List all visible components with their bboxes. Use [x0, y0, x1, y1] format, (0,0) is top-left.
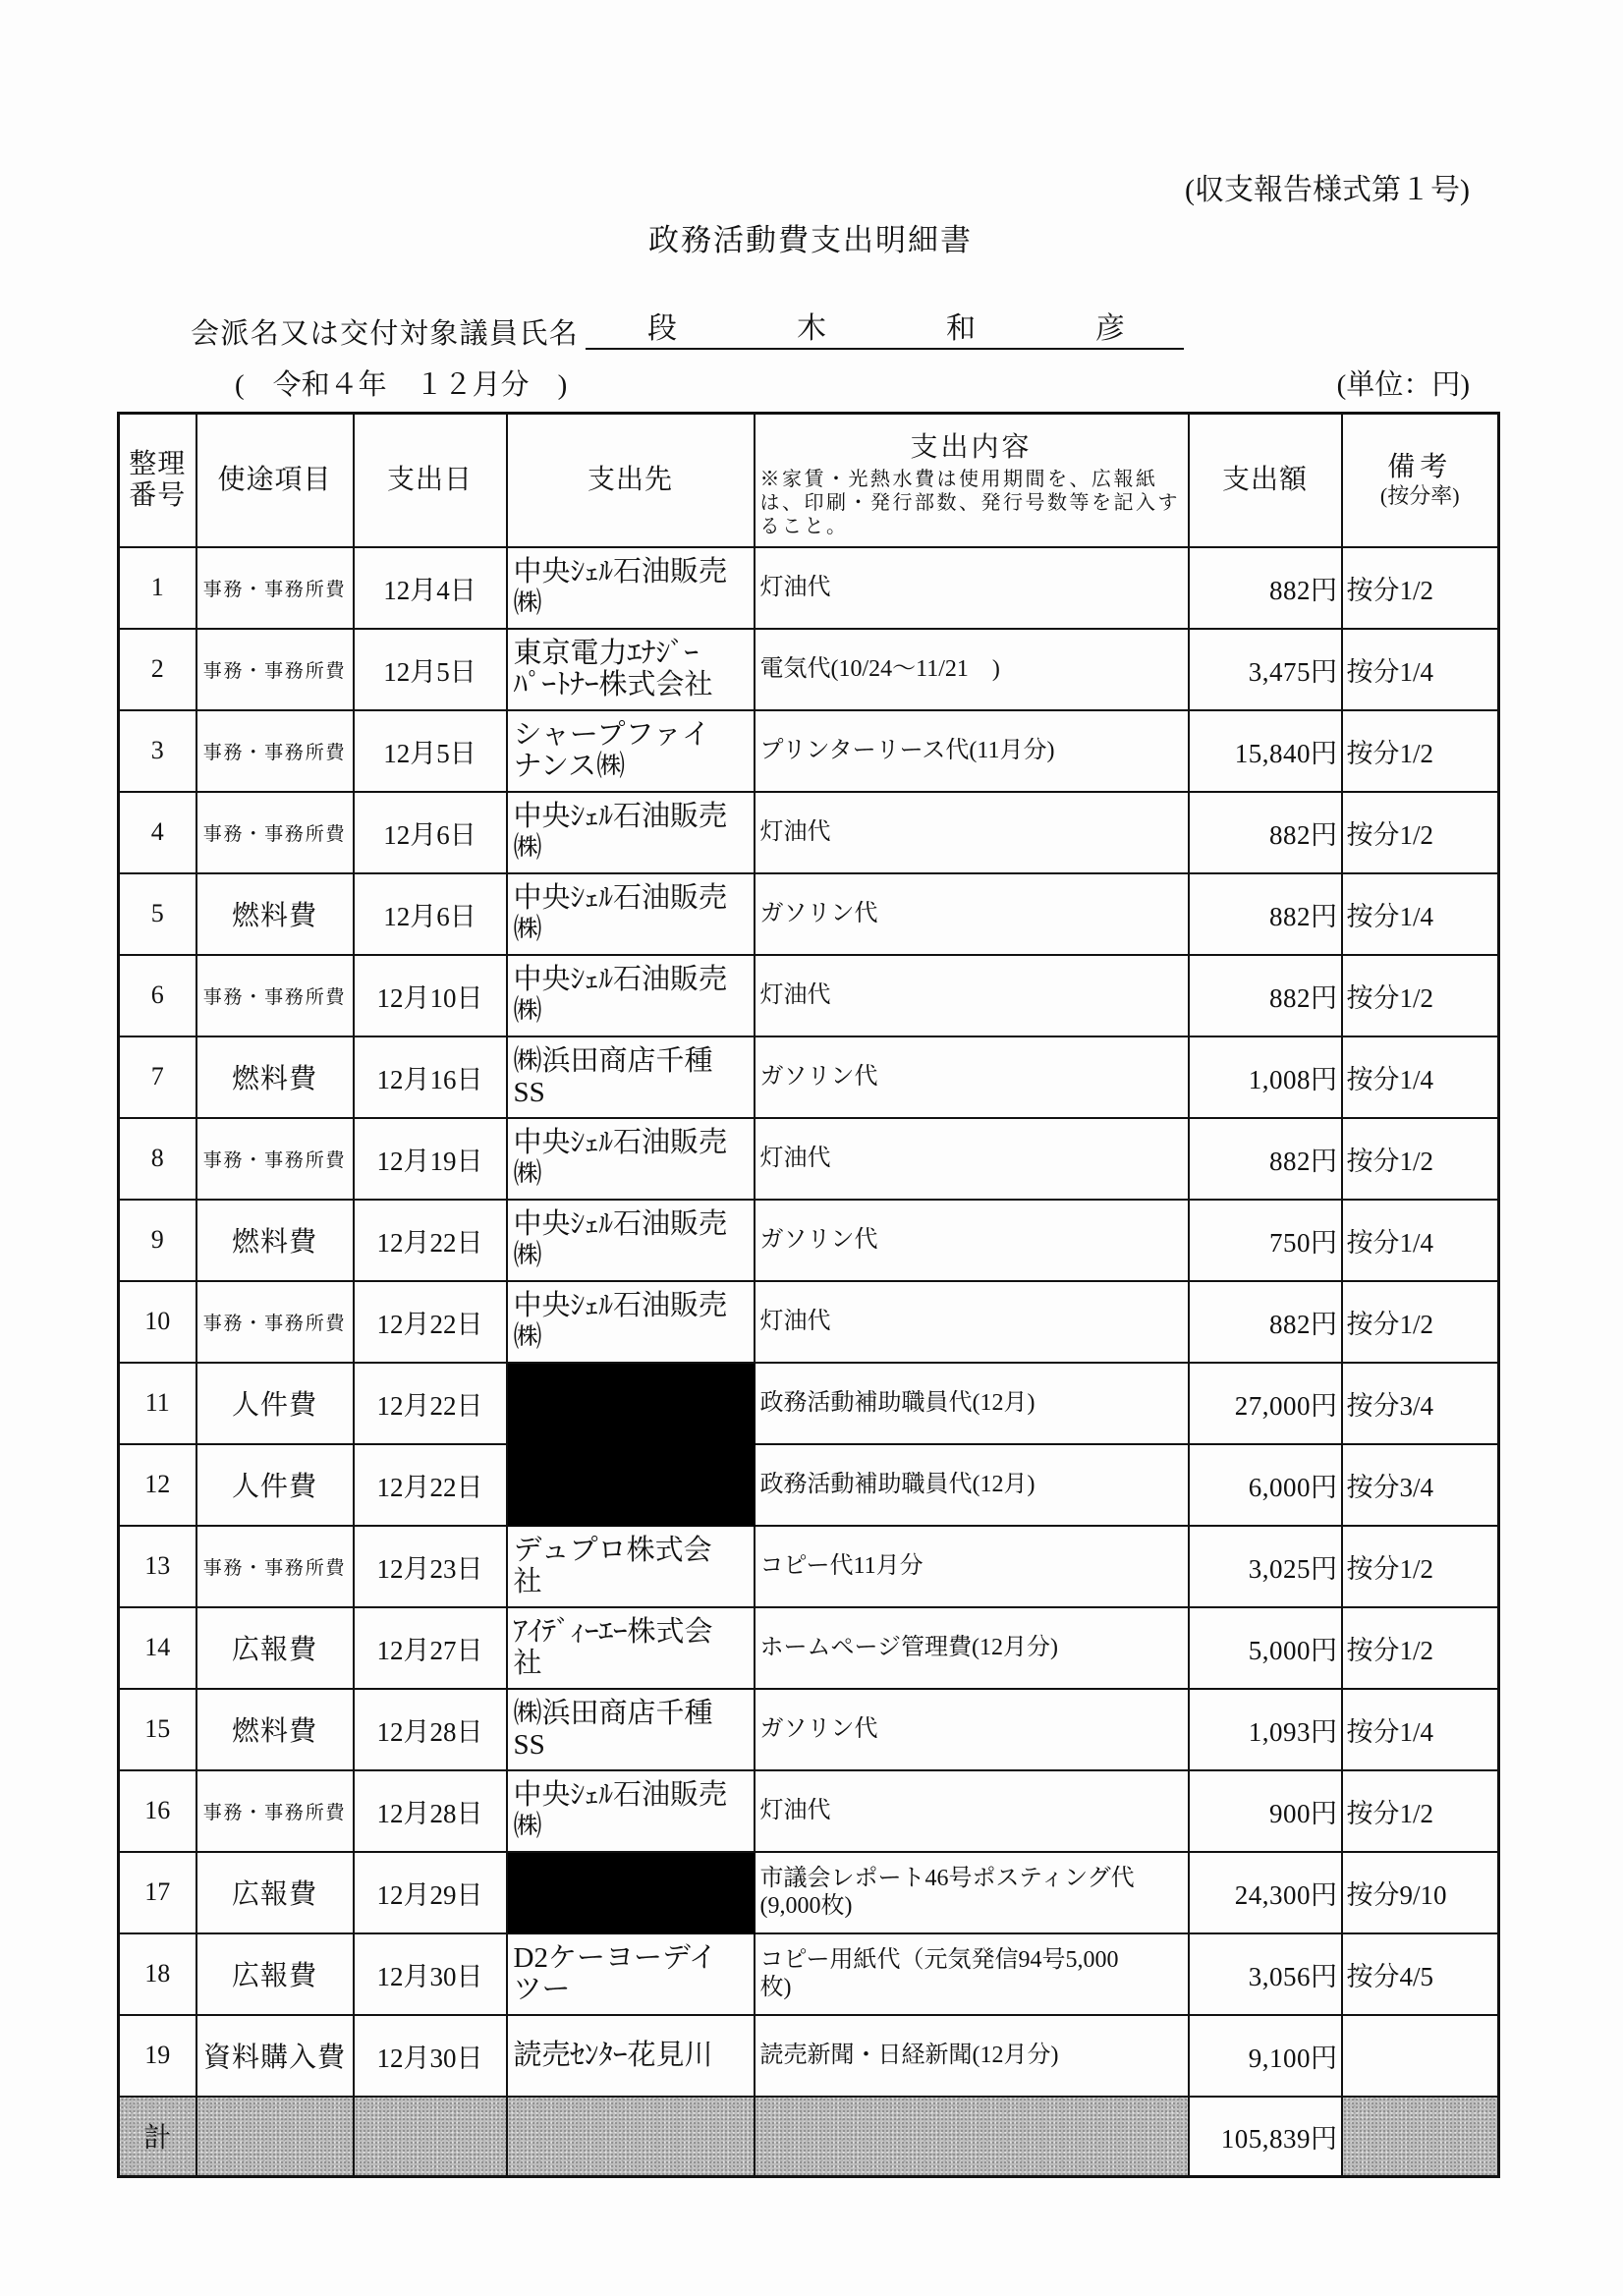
- expense-content: 政務活動補助職員代(12月): [755, 1444, 1189, 1526]
- expense-date: 12月22日: [354, 1200, 507, 1281]
- usage-category: 資料購入費: [196, 2015, 354, 2097]
- expense-content: 市議会レポート46号ポスティング代 (9,000枚): [755, 1852, 1189, 1933]
- payee: 中央ｼｪﾙ石油販売 ㈱: [507, 792, 755, 873]
- row-number: 4: [119, 792, 196, 873]
- usage-category: 事務・事務所費: [196, 1526, 354, 1607]
- total-shaded-cell: [1342, 2097, 1499, 2177]
- redacted-payee: [507, 1852, 755, 1933]
- payee: 中央ｼｪﾙ石油販売 ㈱: [507, 547, 755, 629]
- allocation-ratio: 按分3/4: [1342, 1363, 1499, 1444]
- expense-amount: 882円: [1189, 1118, 1342, 1200]
- table-row: [119, 1689, 1499, 1770]
- allocation-ratio: 按分1/4: [1342, 1200, 1499, 1281]
- payee: 中央ｼｪﾙ石油販売 ㈱: [507, 1200, 755, 1281]
- expense-content: 灯油代: [755, 1770, 1189, 1852]
- usage-category: 広報費: [196, 1607, 354, 1689]
- payee: 中央ｼｪﾙ石油販売 ㈱: [507, 1118, 755, 1200]
- allocation-ratio: 按分4/5: [1342, 1933, 1499, 2015]
- expense-date: 12月22日: [354, 1444, 507, 1526]
- table-row: [119, 1281, 1499, 1363]
- expense-amount: 882円: [1189, 873, 1342, 955]
- payee: 中央ｼｪﾙ石油販売 ㈱: [507, 955, 755, 1036]
- table-row: [119, 1036, 1499, 1118]
- table-row: [119, 1526, 1499, 1607]
- expense-content: 灯油代: [755, 792, 1189, 873]
- expense-date: 12月28日: [354, 1770, 507, 1852]
- expense-amount: 9,100円: [1189, 2015, 1342, 2097]
- expense-amount: 3,475円: [1189, 629, 1342, 710]
- row-number: 1: [119, 547, 196, 629]
- row-number: 12: [119, 1444, 196, 1526]
- expense-amount: 882円: [1189, 1281, 1342, 1363]
- column-header-payee: 支出先: [507, 414, 755, 547]
- expense-content: ガソリン代: [755, 1036, 1189, 1118]
- table-row: [119, 792, 1499, 873]
- table-row: [119, 629, 1499, 710]
- allocation-ratio: 按分1/2: [1342, 955, 1499, 1036]
- row-number: 3: [119, 710, 196, 792]
- allocation-ratio: 按分1/2: [1342, 792, 1499, 873]
- table-row: [119, 1363, 1499, 1444]
- expense-date: 12月5日: [354, 629, 507, 710]
- usage-category: 燃料費: [196, 1689, 354, 1770]
- total-amount: 105,839円: [1189, 2097, 1342, 2177]
- table-row: [119, 1118, 1499, 1200]
- table-row: [119, 710, 1499, 792]
- usage-category: 事務・事務所費: [196, 955, 354, 1036]
- column-header-content-title: 支出内容: [910, 432, 1033, 464]
- table-header: [119, 414, 1499, 547]
- usage-category: 事務・事務所費: [196, 629, 354, 710]
- row-number: 7: [119, 1036, 196, 1118]
- usage-category: 事務・事務所費: [196, 792, 354, 873]
- expense-amount: 15,840円: [1189, 710, 1342, 792]
- form-number-label: (収支報告様式第１号): [1185, 174, 1470, 206]
- total-shaded-cell: [507, 2097, 755, 2177]
- allocation-ratio: 按分3/4: [1342, 1444, 1499, 1526]
- expense-date: 12月30日: [354, 1933, 507, 2015]
- payee: ｱｲﾃﾞｨｰｴｰ株式会 社: [507, 1607, 755, 1689]
- expense-content: 電気代(10/24～11/21 ): [755, 629, 1189, 710]
- allocation-ratio: 按分1/2: [1342, 1281, 1499, 1363]
- allocation-ratio: 按分1/4: [1342, 629, 1499, 710]
- table-row: [119, 1770, 1499, 1852]
- expense-content: 読売新聞・日経新聞(12月分): [755, 2015, 1189, 2097]
- allocation-ratio: 按分1/2: [1342, 710, 1499, 792]
- expense-amount: 27,000円: [1189, 1363, 1342, 1444]
- expense-content: コピー用紙代（元気発信94号5,000 枚): [755, 1933, 1189, 2015]
- expense-amount: 1,093円: [1189, 1689, 1342, 1770]
- allocation-ratio: 按分1/4: [1342, 1689, 1499, 1770]
- expense-date: 12月6日: [354, 873, 507, 955]
- usage-category: 燃料費: [196, 873, 354, 955]
- row-number: 17: [119, 1852, 196, 1933]
- table-footer: [119, 2097, 1499, 2177]
- column-header-remarks-title: 備考: [1387, 451, 1453, 482]
- allocation-ratio: 按分1/4: [1342, 873, 1499, 955]
- expense-date: 12月22日: [354, 1281, 507, 1363]
- allocation-ratio: 按分1/2: [1342, 1607, 1499, 1689]
- expense-content: 灯油代: [755, 1118, 1189, 1200]
- row-number: 14: [119, 1607, 196, 1689]
- expense-amount: 3,056円: [1189, 1933, 1342, 2015]
- column-header-content: [755, 414, 1189, 547]
- allocation-ratio: 按分9/10: [1342, 1852, 1499, 1933]
- document-title: 政務活動費支出明細書: [648, 223, 973, 257]
- expense-content: 灯油代: [755, 547, 1189, 629]
- table-row: [119, 1200, 1499, 1281]
- expense-date: 12月28日: [354, 1689, 507, 1770]
- expense-content: 灯油代: [755, 955, 1189, 1036]
- row-number: 18: [119, 1933, 196, 2015]
- table-row: [119, 2015, 1499, 2097]
- allocation-ratio: 按分1/2: [1342, 1526, 1499, 1607]
- payee: 中央ｼｪﾙ石油販売 ㈱: [507, 1770, 755, 1852]
- expense-date: 12月10日: [354, 955, 507, 1036]
- expense-date: 12月22日: [354, 1363, 507, 1444]
- expense-amount: 900円: [1189, 1770, 1342, 1852]
- total-shaded-cell: [354, 2097, 507, 2177]
- table-body: [119, 547, 1499, 2097]
- table-row: [119, 1852, 1499, 1933]
- table-row: [119, 1607, 1499, 1689]
- usage-category: 広報費: [196, 1933, 354, 2015]
- usage-category: 広報費: [196, 1852, 354, 1933]
- allocation-ratio: 按分1/2: [1342, 1118, 1499, 1200]
- row-number: 10: [119, 1281, 196, 1363]
- expense-content: 灯油代: [755, 1281, 1189, 1363]
- usage-category: 事務・事務所費: [196, 547, 354, 629]
- allocation-ratio: 按分1/2: [1342, 1770, 1499, 1852]
- allocation-ratio: 按分1/4: [1342, 1036, 1499, 1118]
- table-row: [119, 1933, 1499, 2015]
- expense-date: 12月6日: [354, 792, 507, 873]
- expense-content: ホームページ管理費(12月分): [755, 1607, 1189, 1689]
- table-row: [119, 955, 1499, 1036]
- payee: 東京電力ｴﾅｼﾞｰ ﾊﾟｰﾄﾅｰ株式会社: [507, 629, 755, 710]
- expense-date: 12月27日: [354, 1607, 507, 1689]
- expense-amount: 882円: [1189, 547, 1342, 629]
- expense-content: ガソリン代: [755, 873, 1189, 955]
- total-shaded-cell: [755, 2097, 1189, 2177]
- row-number: 2: [119, 629, 196, 710]
- column-header-content-note: ※家賃・光熱水費は使用期間を、広報紙 は、印刷・発行部数、発行号数等を記入す ること。: [759, 469, 1180, 538]
- column-header-number: 整理 番号: [119, 414, 196, 547]
- expense-date: 12月5日: [354, 710, 507, 792]
- expense-date: 12月30日: [354, 2015, 507, 2097]
- expense-amount: 5,000円: [1189, 1607, 1342, 1689]
- usage-category: 事務・事務所費: [196, 710, 354, 792]
- redacted-payee: [507, 1363, 755, 1444]
- expense-date: 12月23日: [354, 1526, 507, 1607]
- expense-date: 12月4日: [354, 547, 507, 629]
- payee: ㈱浜田商店千種 SS: [507, 1689, 755, 1770]
- payee: シャープファイ ナンス㈱: [507, 710, 755, 792]
- row-number: 15: [119, 1689, 196, 1770]
- row-number: 16: [119, 1770, 196, 1852]
- usage-category: 燃料費: [196, 1200, 354, 1281]
- allocation-ratio: 按分1/2: [1342, 547, 1499, 629]
- payee: デュプロ株式会 社: [507, 1526, 755, 1607]
- row-number: 13: [119, 1526, 196, 1607]
- expense-amount: 24,300円: [1189, 1852, 1342, 1933]
- expense-content: ガソリン代: [755, 1200, 1189, 1281]
- expense-amount: 882円: [1189, 792, 1342, 873]
- currency-unit-label: (単位：円): [1336, 369, 1470, 401]
- table-row: [119, 873, 1499, 955]
- total-label: 計: [119, 2097, 196, 2177]
- reporting-period: ( 令和４年 １２月分 ): [235, 369, 568, 401]
- payee: 中央ｼｪﾙ石油販売 ㈱: [507, 1281, 755, 1363]
- payee: 中央ｼｪﾙ石油販売 ㈱: [507, 873, 755, 955]
- expense-date: 12月16日: [354, 1036, 507, 1118]
- row-number: 5: [119, 873, 196, 955]
- payee: D2ケーヨーデイ ツー: [507, 1933, 755, 2015]
- payee: 読売ｾﾝﾀｰ花見川: [507, 2015, 755, 2097]
- usage-category: 事務・事務所費: [196, 1281, 354, 1363]
- expense-amount: 882円: [1189, 955, 1342, 1036]
- usage-category: 事務・事務所費: [196, 1770, 354, 1852]
- expense-date: 12月29日: [354, 1852, 507, 1933]
- table-row: [119, 547, 1499, 629]
- expense-content: 政務活動補助職員代(12月): [755, 1363, 1189, 1444]
- redacted-payee: [507, 1444, 755, 1526]
- member-name: 段木和彦: [647, 312, 1245, 345]
- column-header-remarks-sub: (按分率): [1379, 482, 1460, 508]
- column-header-amount: 支出額: [1189, 414, 1342, 547]
- member-name-label: 会派名又は交付対象議員氏名: [191, 318, 580, 350]
- row-number: 9: [119, 1200, 196, 1281]
- expense-amount: 3,025円: [1189, 1526, 1342, 1607]
- usage-category: 人件費: [196, 1363, 354, 1444]
- row-number: 19: [119, 2015, 196, 2097]
- header-row: [119, 414, 1499, 547]
- total-row: [119, 2097, 1499, 2177]
- column-header-date: 支出日: [354, 414, 507, 547]
- column-header-category: 使途項目: [196, 414, 354, 547]
- member-name-field: [586, 310, 1245, 350]
- expense-table: [117, 412, 1500, 2178]
- expense-amount: 6,000円: [1189, 1444, 1342, 1526]
- expense-amount: 750円: [1189, 1200, 1342, 1281]
- expense-content: コピー代11月分: [755, 1526, 1189, 1607]
- usage-category: 人件費: [196, 1444, 354, 1526]
- expense-content: ガソリン代: [755, 1689, 1189, 1770]
- row-number: 8: [119, 1118, 196, 1200]
- total-shaded-cell: [196, 2097, 354, 2177]
- column-header-remarks: [1342, 414, 1499, 547]
- payee: ㈱浜田商店千種 SS: [507, 1036, 755, 1118]
- expense-date: 12月19日: [354, 1118, 507, 1200]
- table-row: [119, 1444, 1499, 1526]
- usage-category: 事務・事務所費: [196, 1118, 354, 1200]
- expense-content: プリンターリース代(11月分): [755, 710, 1189, 792]
- allocation-ratio: [1342, 2015, 1499, 2097]
- usage-category: 燃料費: [196, 1036, 354, 1118]
- expense-amount: 1,008円: [1189, 1036, 1342, 1118]
- row-number: 11: [119, 1363, 196, 1444]
- row-number: 6: [119, 955, 196, 1036]
